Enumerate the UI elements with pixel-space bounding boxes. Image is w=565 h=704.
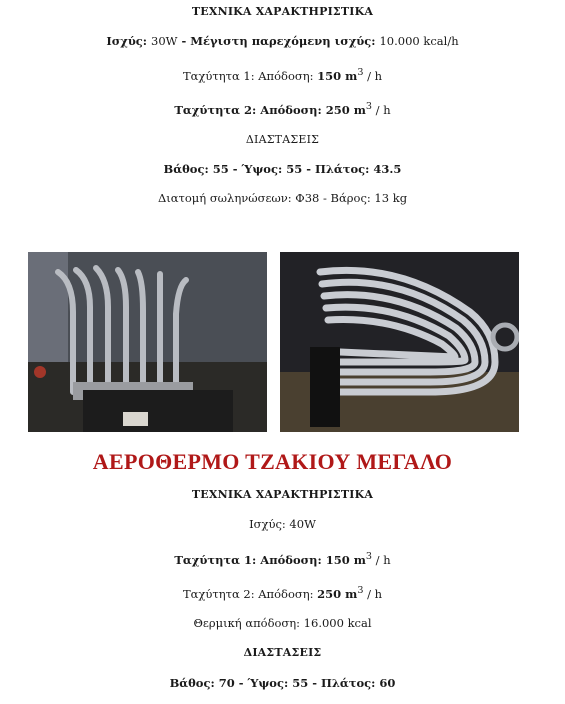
dimensions-spec: Βάθος: 55 - Ύψος: 55 - Πλάτος: 43.5 (163, 162, 402, 176)
thermal-output-spec: Θερμική απόδοση: 16.000 kcal (193, 616, 372, 630)
dimensions-heading: ΔΙΑΣΤΑΣΕΙΣ (245, 133, 320, 146)
speed1-unit: / h (363, 68, 383, 83)
speed2-label-2: Ταχύτητα 2: Απόδοση: (182, 586, 318, 601)
specs-heading-2: ΤΕΧΝΙΚΑ ΧΑΡΑΚΤΗΡΙΣΤΙΚΑ (191, 488, 374, 501)
speed1-label: Ταχύτητα 1: Απόδοση: (182, 68, 318, 83)
pipes-spec: Διατομή σωληνώσεων: Φ38 - Βάρος: 13 kg (157, 191, 408, 205)
product-title: ΑΕΡΟΘΕΡΜΟ ΤΖΑΚΙΟΥ ΜΕΓΑΛΟ (92, 449, 453, 474)
speed1-unit-2: / h (372, 552, 391, 567)
speed1-value-2: 150 m (325, 552, 366, 567)
speed2-value-2: 250 m (317, 586, 358, 601)
speed1-spec (0, 67, 565, 83)
product-photo-side (280, 252, 519, 432)
speed2-superscript-2: 3 (357, 585, 364, 596)
max-power-value: 10.000 kcal/h (379, 34, 459, 48)
power-spec (0, 34, 565, 48)
speed2-superscript: 3 (365, 101, 373, 112)
heater-front-image (28, 252, 267, 432)
power-value: 30W (151, 34, 178, 48)
speed1-label-2: Ταχύτητα 1: Απόδοση: (174, 552, 326, 567)
max-power-label: - Μέγιστη παρεχόμενη ισχύς: (177, 34, 380, 48)
speed1-superscript: 3 (357, 67, 364, 78)
specs-heading: ΤΕΧΝΙΚΑ ΧΑΡΑΚΤΗΡΙΣΤΙΚΑ (191, 5, 374, 18)
speed1-spec-2 (0, 551, 565, 567)
power-spec-2: Ισχύς: 40W (249, 517, 316, 531)
dimensions-heading-2: ΔΙΑΣΤΑΣΕΙΣ (243, 646, 322, 659)
product-photo-front (28, 252, 267, 432)
speed2-spec (0, 101, 565, 117)
speed2-label: Ταχύτητα 2: Απόδοση: (174, 102, 326, 117)
dimensions-spec-2: Βάθος: 70 - Ύψος: 55 - Πλάτος: 60 (169, 676, 396, 690)
speed2-unit-2: / h (363, 586, 383, 601)
heater-side-image (280, 252, 519, 432)
speed1-value: 150 m (317, 68, 358, 83)
speed2-value: 250 m (325, 102, 366, 117)
speed1-superscript-2: 3 (365, 551, 373, 562)
power-label: Ισχύς: (106, 34, 152, 48)
speed2-spec-2 (0, 585, 565, 601)
speed2-unit: / h (372, 102, 391, 117)
